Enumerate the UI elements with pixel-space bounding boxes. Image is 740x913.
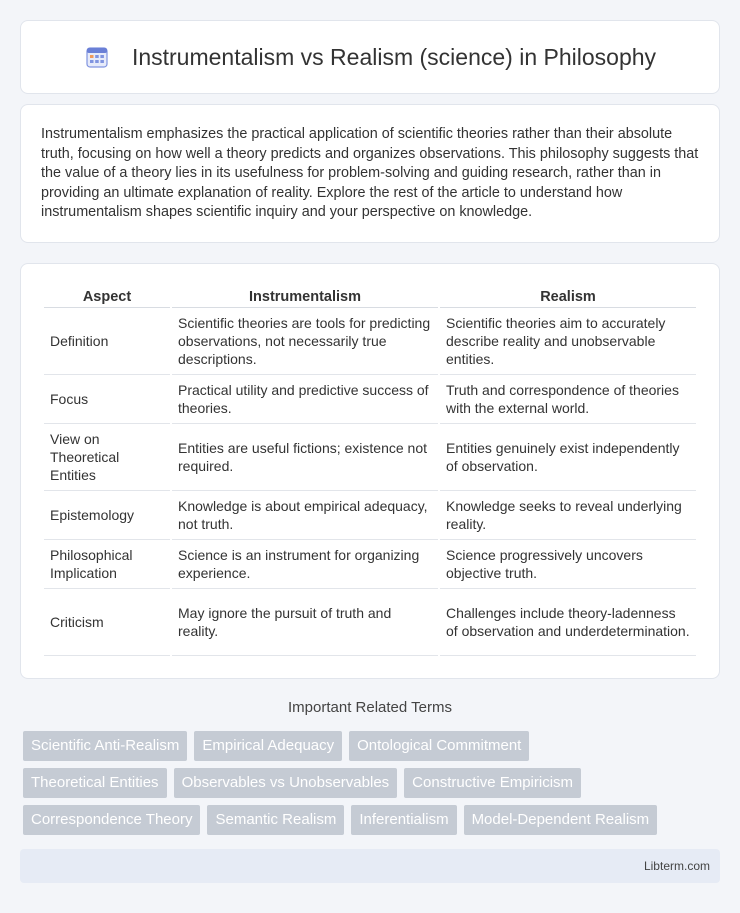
footer-site-link[interactable]: Libterm.com [643, 859, 710, 873]
realism-cell: Entities genuinely exist independently of observation. [440, 424, 696, 491]
comparison-table-card [20, 263, 720, 679]
related-terms-title: Important Related Terms [288, 699, 452, 716]
tag-row [23, 768, 723, 798]
aspect-cell: Philosophical Implication [44, 540, 170, 589]
table-row [44, 491, 696, 540]
table-row [44, 424, 696, 491]
related-term-tag[interactable]: Semantic Realism [207, 805, 344, 835]
related-terms [23, 731, 723, 842]
related-term-tag[interactable]: Ontological Commitment [349, 731, 529, 761]
aspect-cell: Epistemology [44, 491, 170, 540]
related-term-tag[interactable]: Empirical Adequacy [194, 731, 342, 761]
instrumentalism-cell: Scientific theories are tools for predicting observations, not necessarily true descriptions. [172, 308, 438, 375]
instrumentalism-cell: Practical utility and predictive success of theories. [172, 375, 438, 424]
related-term-tag[interactable]: Constructive Empiricism [404, 768, 581, 798]
table-header-row [44, 286, 696, 308]
page-title: Instrumentalism vs Realism (science) in Philosophy [131, 43, 657, 70]
related-term-tag[interactable]: Model-Dependent Realism [464, 805, 658, 835]
related-term-tag[interactable]: Observables vs Unobservables [174, 768, 398, 798]
realism-cell: Truth and correspondence of theories with the external world. [440, 375, 696, 424]
related-term-tag[interactable]: Correspondence Theory [23, 805, 200, 835]
table-row [44, 375, 696, 424]
intro-card [20, 104, 720, 243]
aspect-cell: Definition [44, 308, 170, 375]
header-aspect: Aspect [44, 286, 170, 308]
aspect-cell: Criticism [44, 589, 170, 656]
aspect-cell: View on Theoretical Entities [44, 424, 170, 491]
title-card [20, 20, 720, 94]
instrumentalism-cell: May ignore the pursuit of truth and reality. [172, 589, 438, 656]
table-row [44, 308, 696, 375]
tag-row [23, 731, 723, 761]
aspect-cell: Focus [44, 375, 170, 424]
header-realism: Realism [440, 286, 696, 308]
related-term-tag[interactable]: Scientific Anti-Realism [23, 731, 187, 761]
realism-cell: Science progressively uncovers objective truth. [440, 540, 696, 589]
calendar-grid-icon [84, 44, 110, 70]
footer [20, 849, 720, 883]
tag-row [23, 805, 723, 835]
realism-cell: Scientific theories aim to accurately describe reality and unobservable entities. [440, 308, 696, 375]
table-row [44, 589, 696, 656]
comparison-table [42, 286, 698, 656]
table-row [44, 540, 696, 589]
related-term-tag[interactable]: Theoretical Entities [23, 768, 167, 798]
realism-cell: Knowledge seeks to reveal underlying reality. [440, 491, 696, 540]
instrumentalism-cell: Knowledge is about empirical adequacy, not truth. [172, 491, 438, 540]
realism-cell: Challenges include theory-ladenness of observation and underdetermination. [440, 589, 696, 656]
related-term-tag[interactable]: Inferentialism [351, 805, 456, 835]
header-instrumentalism: Instrumentalism [172, 286, 438, 308]
instrumentalism-cell: Science is an instrument for organizing experience. [172, 540, 438, 589]
intro-text: Instrumentalism emphasizes the practical application of scientific theories rather than their absolute truth, focusing on how well a theory predicts and organizes observations. This philosophy suggests that the value of a theory lies in its usefulness for problem-solving and guiding research, rather than in providing an ultimate explanation of reality. Explore the rest of the article to understand how instrumentalism shapes scientific inquiry and your perspective on knowledge. [41, 126, 699, 220]
instrumentalism-cell: Entities are useful fictions; existence not required. [172, 424, 438, 491]
